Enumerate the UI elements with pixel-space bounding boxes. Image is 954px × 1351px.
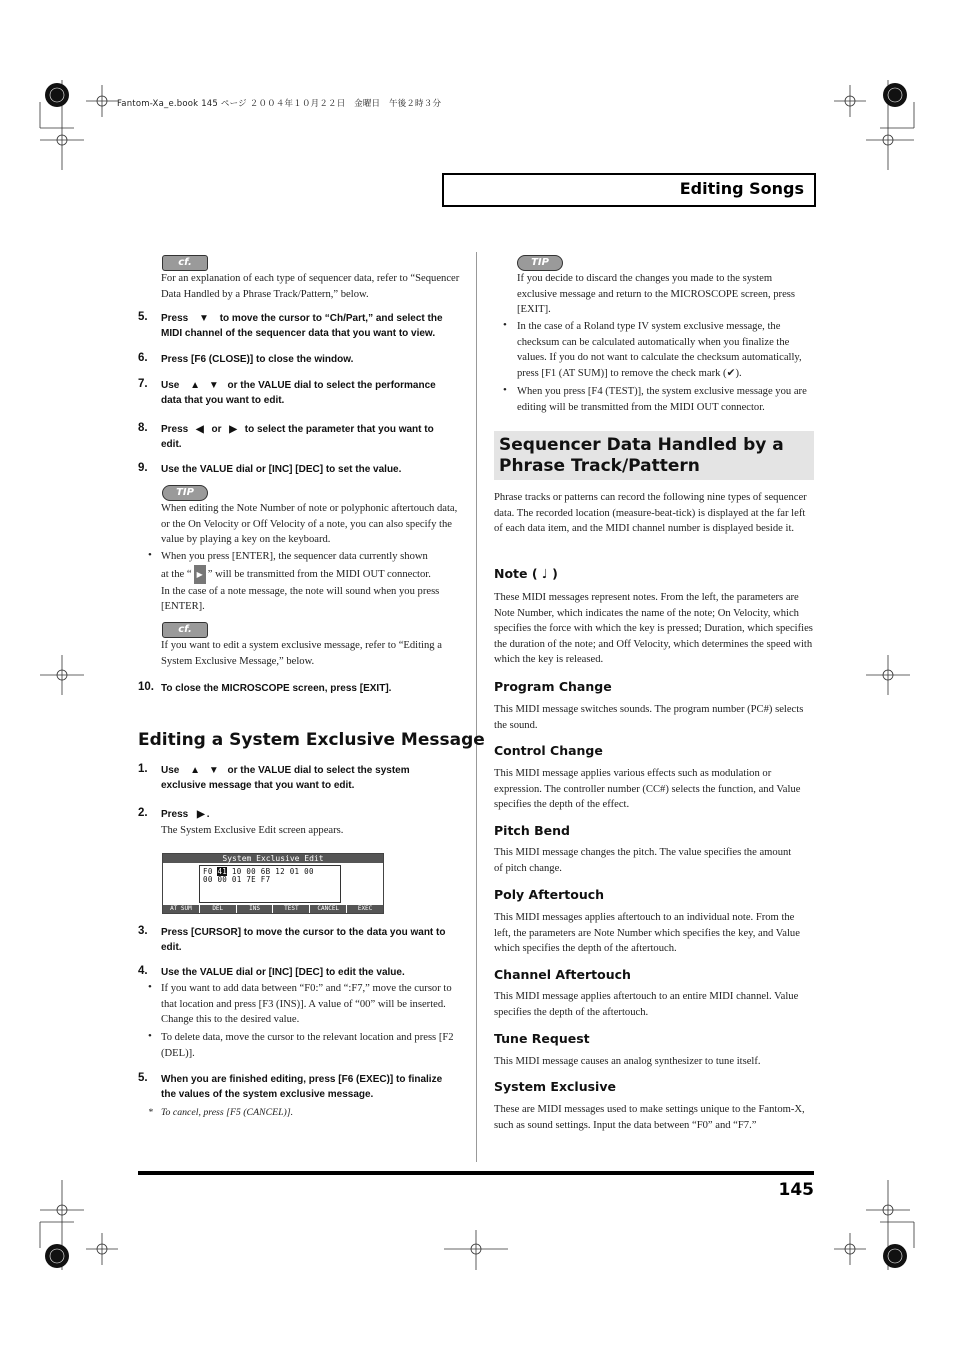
item-title-pitch-bend: Pitch Bend bbox=[494, 823, 570, 838]
step-line2: edit. bbox=[161, 439, 182, 450]
bullet-dot: • bbox=[148, 549, 152, 561]
lcd-function-keys bbox=[163, 905, 383, 913]
lcd-key-test: TEST bbox=[273, 905, 310, 913]
column-divider bbox=[476, 252, 477, 1162]
item-title-program-change: Program Change bbox=[494, 679, 612, 694]
step-pre: Press bbox=[161, 424, 189, 435]
step-number: 3. bbox=[138, 925, 148, 937]
tip-text: If you decide to discard the changes you made to the system exclusive message and return to the MICROSCOPE screen, press [EXIT]. bbox=[517, 273, 796, 316]
step-pre: Press bbox=[161, 809, 189, 820]
right-arrow-icon: ▶ bbox=[197, 809, 205, 820]
item-text-system-exclusive: These are MIDI messages used to make settings unique to the Fantom-X, such as sound settings. Input the data between “F0” and “F7.” bbox=[494, 1104, 805, 1131]
step-text bbox=[161, 1072, 461, 1102]
step-number: 7. bbox=[138, 378, 148, 390]
item-text-tune-request: This MIDI message causes an analog synthesizer to tune itself. bbox=[494, 1056, 761, 1067]
up-arrow-icon: ▲ bbox=[190, 380, 201, 391]
section-intro: Phrase tracks or patterns can record the following nine types of sequencer data. The recorded location (measure-beat-tick) is displayed at the far left of each data item, and the MIDI channel number is displayed beside it. bbox=[494, 492, 807, 535]
lcd-screen bbox=[162, 853, 384, 914]
tip-text: When editing the Note Number of note or polyphonic aftertouch data, or the On Velocity or Off Velocity of a note, you can also specify the value by playing a key on the keyboard. bbox=[161, 503, 458, 546]
sx-step2-sub: The System Exclusive Edit screen appears. bbox=[161, 825, 344, 836]
step-number: 9. bbox=[138, 462, 148, 474]
test-bullet: When you press [F4 (TEST)], the system exclusive message you are editing will be transmitted from the MIDI OUT connector. bbox=[517, 386, 807, 413]
lcd-key-at-sum: AT SUM bbox=[163, 905, 200, 913]
step-line2: the values of the system exclusive message. bbox=[161, 1089, 374, 1100]
lcd-cursor-value: 41 bbox=[217, 867, 228, 876]
section-title-sysex: Editing a System Exclusive Message bbox=[138, 730, 485, 750]
bullet-dot: • bbox=[148, 981, 152, 993]
item-title-system-exclusive: System Exclusive bbox=[494, 1079, 616, 1094]
step-line2: exclusive message that you want to edit. bbox=[161, 780, 355, 791]
section-title-sequencer-line1: Sequencer Data Handled by a bbox=[499, 435, 784, 455]
cf-tag: cf. bbox=[162, 255, 208, 271]
intro-cf-text: For an explanation of each type of sequencer data, refer to “Sequencer Data Handled by a Phrase Track/Pattern,” below. bbox=[161, 273, 460, 300]
step-text bbox=[161, 925, 461, 955]
step-number: 5. bbox=[138, 1072, 148, 1084]
lcd-key-cancel: CANCEL bbox=[310, 905, 347, 913]
up-arrow-icon: ▲ bbox=[190, 765, 201, 776]
item-title-tune-request: Tune Request bbox=[494, 1031, 590, 1046]
lcd-key-ins: INS bbox=[237, 905, 274, 913]
item-text-pitch-bend: This MIDI message changes the pitch. The value specifies the amount of pitch change. bbox=[494, 847, 792, 874]
section-header-title: Editing Songs bbox=[679, 179, 804, 198]
lcd-key-del: DEL bbox=[200, 905, 237, 913]
note-asterisk: * bbox=[148, 1107, 153, 1118]
step-mid: or bbox=[211, 424, 222, 435]
tip-tag: TIP bbox=[517, 255, 563, 271]
step-text bbox=[161, 763, 461, 793]
bullet-dot: • bbox=[148, 1030, 152, 1042]
tip-tag: TIP bbox=[162, 485, 208, 501]
play-arrow-icon: ▶ bbox=[194, 565, 206, 584]
section-title-sequencer-line2: Phrase Track/Pattern bbox=[499, 456, 700, 476]
sx-bullet-delete: To delete data, move the cursor to the relevant location and press [F2 (DEL)]. bbox=[161, 1032, 454, 1059]
step-post: to select the parameter that you want to bbox=[244, 424, 434, 435]
step-number: 10. bbox=[138, 681, 154, 693]
down-arrow-icon: ▼ bbox=[208, 380, 219, 391]
step-line2: MIDI channel of the sequencer data that you want to view. bbox=[161, 328, 436, 339]
item-text-channel-aftertouch: This MIDI message applies aftertouch to an entire MIDI channel. Value specifies the depth of the aftertouch. bbox=[494, 991, 799, 1018]
item-text-program-change: This MIDI message switches sounds. The program number (PC#) selects the sound. bbox=[494, 704, 804, 731]
right-arrow-icon: ▶ bbox=[229, 424, 237, 435]
bullet-enter-line1: When you press [ENTER], the sequencer data currently shown bbox=[161, 551, 428, 562]
page-number: 145 bbox=[778, 1180, 814, 1200]
item-title-control-change: Control Change bbox=[494, 743, 603, 758]
step-text: Use the VALUE dial or [INC] [DEC] to edit the value. bbox=[161, 967, 405, 978]
step-pre: Use bbox=[161, 765, 180, 776]
item-text-poly-aftertouch: This MIDI messages applies aftertouch to an individual note. From the left, the parameters are Note Number which specifies the key, and Value which specifies the depth of the aftertouch. bbox=[494, 912, 800, 955]
sx-bullet-insert: If you want to add data between “F0:” and “:F7,” move the cursor to that location and press [F3 (INS)]. A value of “00” will be inserted. Change this to the desired value. bbox=[161, 983, 452, 1026]
step-pre: Press [CURSOR] to move the cursor to the data you want to bbox=[161, 927, 446, 938]
step-text bbox=[161, 422, 461, 452]
bullet-enter-post: ” will be transmitted from the MIDI OUT connector. bbox=[207, 568, 431, 580]
step-pre: Press bbox=[161, 313, 189, 324]
left-arrow-icon: ◀ bbox=[196, 424, 204, 435]
cf2-text: If you want to edit a system exclusive message, refer to “Editing a System Exclusive Message,” below. bbox=[161, 640, 442, 667]
item-text-note: These MIDI messages represent notes. From the left, the parameters are Note Number, which indicates the name of the note; On Velocity, which specifies the force with which the key is pressed; Duration, which specifies the duration of the note; and Off Velocity, which determines the speed with which the key is released. bbox=[494, 592, 813, 666]
step-text: Press [F6 (CLOSE)] to close the window. bbox=[161, 354, 354, 365]
step-line2: data that you want to edit. bbox=[161, 395, 285, 406]
section-heading-box bbox=[494, 431, 814, 480]
step-pre: Use bbox=[161, 380, 180, 391]
down-arrow-icon: ▼ bbox=[208, 765, 219, 776]
down-arrow-icon: ▼ bbox=[199, 313, 209, 324]
step-text bbox=[161, 807, 461, 822]
step-number: 5. bbox=[138, 311, 148, 323]
section-header bbox=[442, 173, 816, 207]
item-title-note: Note ( ♩ ) bbox=[494, 566, 558, 581]
step-number: 8. bbox=[138, 422, 148, 434]
step-line2: edit. bbox=[161, 942, 182, 953]
step-number: 2. bbox=[138, 807, 148, 819]
step-post: or the VALUE dial to select the system bbox=[227, 765, 410, 776]
item-title-channel-aftertouch: Channel Aftertouch bbox=[494, 967, 631, 982]
step-text bbox=[161, 378, 461, 408]
lcd-key-exec: EXEC bbox=[347, 905, 383, 913]
lcd-line1-post: 10 00 6B 12 01 00 bbox=[227, 867, 314, 876]
step-post: to move the cursor to “Ch/Part,” and select the bbox=[219, 313, 443, 324]
step-post: or the VALUE dial to select the performance bbox=[227, 380, 436, 391]
bullet-enter-pre: at the “ bbox=[161, 568, 192, 580]
lcd-line1-pre: F0 bbox=[203, 867, 218, 876]
item-title-poly-aftertouch: Poly Aftertouch bbox=[494, 887, 605, 902]
bullet-dot: • bbox=[503, 384, 507, 396]
book-meta: Fantom-Xa_e.book 145 ページ ２００４年１０月２２日 金曜日 午後２時３分 bbox=[117, 99, 442, 109]
step-post: . bbox=[206, 809, 210, 820]
item-text-control-change: This MIDI message applies various effects such as modulation or expression. The controller number (CC#) selects the function, and Value specifies the depth of the effect. bbox=[494, 768, 801, 811]
lcd-title: System Exclusive Edit bbox=[163, 854, 383, 863]
step-number: 4. bbox=[138, 965, 148, 977]
footer-rule bbox=[138, 1171, 814, 1175]
bullet-enter bbox=[161, 549, 461, 615]
step-number: 6. bbox=[138, 352, 148, 364]
step-number: 1. bbox=[138, 763, 148, 775]
bullet-enter-line3: In the case of a note message, the note will sound when you press [ENTER]. bbox=[161, 585, 440, 613]
bullet-dot: • bbox=[503, 319, 507, 331]
step-text: To close the MICROSCOPE screen, press [EXIT]. bbox=[161, 683, 392, 694]
lcd-data-area bbox=[199, 865, 341, 903]
step-text: Use the VALUE dial or [INC] [DEC] to set the value. bbox=[161, 464, 402, 475]
step-text bbox=[161, 311, 461, 341]
checksum-bullet: In the case of a Roland type IV system exclusive message, the checksum can be calculated automatically when you finalize the values. If you do not want to calculate the checksum automatically, press [F1 (AT SUM)] to remove the check mark (✔). bbox=[517, 321, 802, 379]
cancel-note: To cancel, press [F5 (CANCEL)]. bbox=[161, 1107, 294, 1118]
cf-tag: cf. bbox=[162, 622, 208, 638]
step-pre: When you are finished editing, press [F6 (EXEC)] to finalize bbox=[161, 1074, 443, 1085]
lcd-line: 00 00 01 7E F7 bbox=[203, 875, 271, 884]
